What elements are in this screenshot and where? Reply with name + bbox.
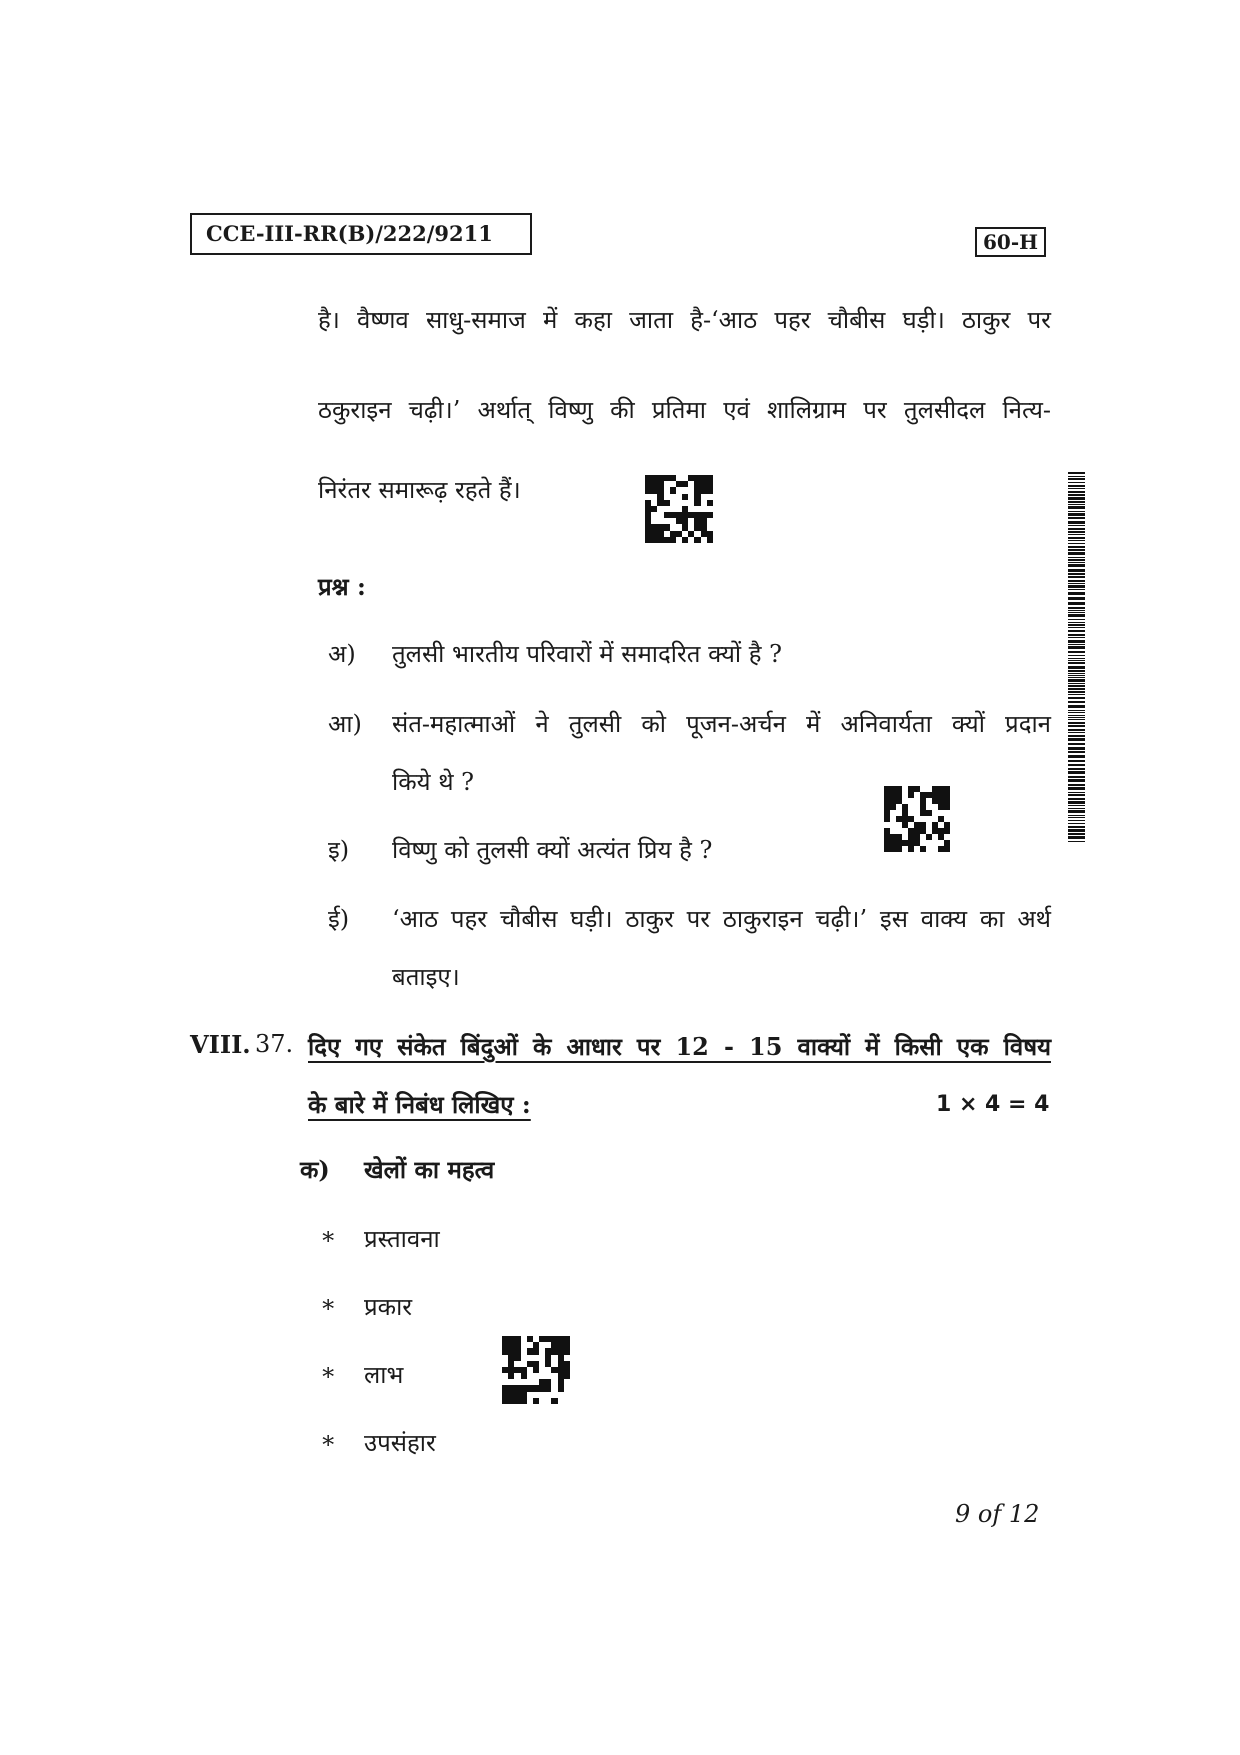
question-label-a: अ)	[328, 640, 356, 668]
barcode-bar	[1068, 808, 1085, 809]
barcode-bar	[1068, 688, 1085, 690]
bullet-icon: ∗	[320, 1290, 337, 1318]
barcode-bar	[1068, 729, 1085, 731]
barcode-bar	[1068, 634, 1085, 636]
question-label-i: इ)	[328, 836, 350, 864]
barcode-bar	[1068, 559, 1085, 561]
barcode-bar	[1068, 573, 1085, 575]
barcode-bar	[1068, 760, 1085, 762]
barcode-bar	[1068, 592, 1085, 595]
question-label-aa: आ)	[328, 710, 362, 738]
barcode-bar	[1068, 602, 1085, 605]
barcode-bar	[1068, 583, 1085, 584]
barcode-bar	[1068, 624, 1085, 626]
barcode-bar	[1068, 764, 1085, 766]
section-roman-numeral: VIII.	[190, 1030, 251, 1059]
barcode-bar	[1068, 655, 1085, 656]
barcode-bar	[1068, 662, 1085, 664]
question-number: 37.	[255, 1030, 294, 1058]
essay-point-3: लाभ	[364, 1361, 404, 1389]
barcode-bar	[1068, 540, 1085, 541]
questions-heading: प्रश्न :	[318, 572, 366, 601]
qr-code-2	[884, 786, 950, 852]
passage-line-3: निरंतर समारूढ़ रहते हैं।	[318, 476, 521, 504]
question-text-aa-cont: किये थे ?	[392, 768, 475, 796]
barcode-bar	[1068, 543, 1085, 544]
barcode-bar	[1068, 501, 1085, 503]
barcode-bar	[1068, 670, 1085, 672]
barcode-bar	[1068, 701, 1085, 703]
barcode-bar	[1068, 792, 1085, 793]
barcode-bar	[1068, 743, 1085, 745]
question-text-a: तुलसी भारतीय परिवारों में समादरित क्यों है ?	[392, 640, 782, 668]
barcode-bar	[1068, 779, 1085, 782]
question-text-i: विष्णु को तुलसी क्यों अत्यंत प्रिय है ?	[392, 836, 713, 864]
barcode-bar	[1068, 805, 1085, 806]
essay-point-4: उपसंहार	[364, 1429, 436, 1457]
barcode-bar	[1068, 815, 1085, 816]
question-text-aa: संत-महात्माओं ने तुलसी को पूजन-अर्चन में अनिवार्यता क्यों प्रदान	[392, 710, 1051, 738]
barcode-bar	[1068, 491, 1085, 493]
barcode-bar	[1068, 725, 1085, 727]
barcode-bar	[1068, 511, 1085, 512]
page-number: 9 of 12	[955, 1500, 1040, 1528]
barcode-bar	[1068, 823, 1085, 824]
barcode-bar	[1068, 705, 1085, 708]
barcode-bar	[1068, 528, 1085, 530]
barcode-bar	[1068, 504, 1085, 505]
barcode-bar	[1068, 732, 1085, 733]
barcode-bar	[1068, 715, 1085, 716]
barcode-bar	[1068, 485, 1085, 487]
barcode-bar	[1068, 820, 1085, 821]
barcode-bar	[1068, 627, 1085, 628]
barcode-bar	[1068, 691, 1085, 693]
barcode-bar	[1068, 614, 1085, 617]
essay-topic-title: खेलों का महत्व	[364, 1155, 495, 1184]
barcode-bar	[1068, 597, 1085, 600]
version-code-box	[975, 227, 1046, 257]
barcode-bar	[1068, 776, 1085, 778]
barcode-bar	[1068, 660, 1085, 661]
barcode-bar	[1068, 677, 1085, 678]
barcode-bar	[1068, 826, 1085, 828]
barcode-bar	[1068, 794, 1085, 796]
barcode-bar	[1068, 630, 1085, 632]
barcode-bar	[1068, 549, 1085, 551]
barcode-bar	[1068, 810, 1085, 813]
barcode-bar	[1068, 712, 1085, 713]
barcode-bar	[1068, 537, 1085, 539]
barcode-bar	[1068, 580, 1085, 582]
barcode-bar	[1068, 768, 1085, 770]
barcode-bar	[1068, 722, 1085, 724]
barcode-bar	[1068, 562, 1085, 563]
barcode-bar	[1068, 697, 1085, 699]
barcode-bar	[1068, 798, 1085, 800]
barcode-bar	[1068, 513, 1085, 516]
barcode-bar	[1068, 576, 1085, 578]
barcode-bar	[1068, 747, 1085, 750]
barcode-bar	[1068, 525, 1085, 526]
barcode-bar	[1068, 710, 1085, 711]
question-text-ii: ‘आठ पहर चौबीस घड़ी। ठाकुर पर ठाकुराइन चढ़ी।’ इस वाक्य का अर्थ	[392, 905, 1051, 933]
barcode-bar	[1068, 651, 1085, 653]
barcode-bar	[1068, 673, 1085, 674]
barcode-bar	[1068, 755, 1085, 758]
barcode-bar	[1068, 476, 1085, 477]
barcode-bar	[1068, 521, 1085, 524]
barcode-bar	[1068, 637, 1085, 638]
barcode-bar	[1068, 557, 1085, 558]
barcode-bar	[1068, 833, 1085, 835]
barcode-bar	[1068, 619, 1085, 620]
barcode-bar	[1068, 829, 1085, 832]
barcode-bar	[1068, 472, 1085, 474]
question-text-ii-cont: बताइए।	[392, 963, 460, 991]
barcode-bar	[1068, 771, 1085, 774]
barcode-bar	[1068, 784, 1085, 786]
paper-code-box	[190, 213, 532, 255]
barcode-bar	[1068, 644, 1085, 645]
barcode-bar	[1068, 646, 1085, 649]
paper-code: CCE-III-RR(B)/222/9211	[206, 221, 493, 246]
barcode-bar	[1068, 841, 1085, 842]
barcode-bar	[1068, 801, 1085, 804]
barcode-bar	[1068, 640, 1085, 643]
barcode-bar	[1068, 564, 1085, 567]
barcode-bar	[1068, 589, 1085, 590]
essay-point-2: प्रकार	[364, 1293, 413, 1321]
barcode-bar	[1068, 679, 1085, 682]
barcode-bar	[1068, 683, 1085, 684]
barcode-bar	[1068, 817, 1085, 818]
version-code: 60-H	[983, 230, 1039, 254]
barcode-bar	[1068, 494, 1085, 496]
bullet-icon: ∗	[320, 1358, 337, 1386]
barcode-bar	[1068, 612, 1085, 613]
bullet-icon: ∗	[320, 1222, 337, 1250]
bullet-icon: ∗	[320, 1426, 337, 1454]
qr-code-1	[645, 475, 713, 543]
barcode-bar	[1068, 478, 1085, 480]
barcode	[1068, 472, 1085, 842]
barcode-bar	[1068, 506, 1085, 509]
marks-allocation: 1 × 4 = 4	[936, 1092, 1050, 1117]
barcode-bar	[1068, 719, 1085, 720]
barcode-bar	[1068, 675, 1085, 676]
barcode-bar	[1068, 517, 1085, 519]
essay-topic-label: क)	[300, 1155, 330, 1184]
qr-code-3	[502, 1336, 570, 1404]
barcode-bar	[1068, 552, 1085, 555]
barcode-bar	[1068, 622, 1085, 623]
barcode-bar	[1068, 735, 1085, 737]
barcode-bar	[1068, 585, 1085, 588]
essay-instruction-line-1: दिए गए संकेत बिंदुओं के आधार पर 12 - 15 वाक्यों में किसी एक विषय	[308, 1032, 1051, 1061]
passage-line-2: ठकुराइन चढ़ी।’ अर्थात् विष्णु की प्रतिमा एवं शालिग्राम पर तुलसीदल नित्य-	[318, 396, 1051, 424]
barcode-bar	[1068, 534, 1085, 535]
barcode-bar	[1068, 488, 1085, 489]
question-label-ii: ई)	[328, 905, 350, 933]
barcode-bar	[1068, 607, 1085, 609]
barcode-bar	[1068, 787, 1085, 790]
barcode-bar	[1068, 546, 1085, 548]
barcode-bar	[1068, 482, 1085, 483]
barcode-bar	[1068, 836, 1085, 839]
barcode-bar	[1068, 658, 1085, 659]
essay-point-1: प्रस्तावना	[364, 1225, 440, 1253]
barcode-bar	[1068, 569, 1085, 572]
passage-line-1: है। वैष्णव साधु-समाज में कहा जाता है-‘आठ पहर चौबीस घड़ी। ठाकुर पर	[318, 306, 1051, 334]
barcode-bar	[1068, 666, 1085, 669]
barcode-bar	[1068, 685, 1085, 687]
barcode-bar	[1068, 751, 1085, 753]
barcode-bar	[1068, 694, 1085, 695]
barcode-bar	[1068, 610, 1085, 611]
barcode-bar	[1068, 531, 1085, 533]
barcode-bar	[1068, 738, 1085, 741]
barcode-bar	[1068, 717, 1085, 718]
barcode-bar	[1068, 497, 1085, 500]
essay-instruction-line-2: के बारे में निबंध लिखिए :	[308, 1090, 531, 1119]
